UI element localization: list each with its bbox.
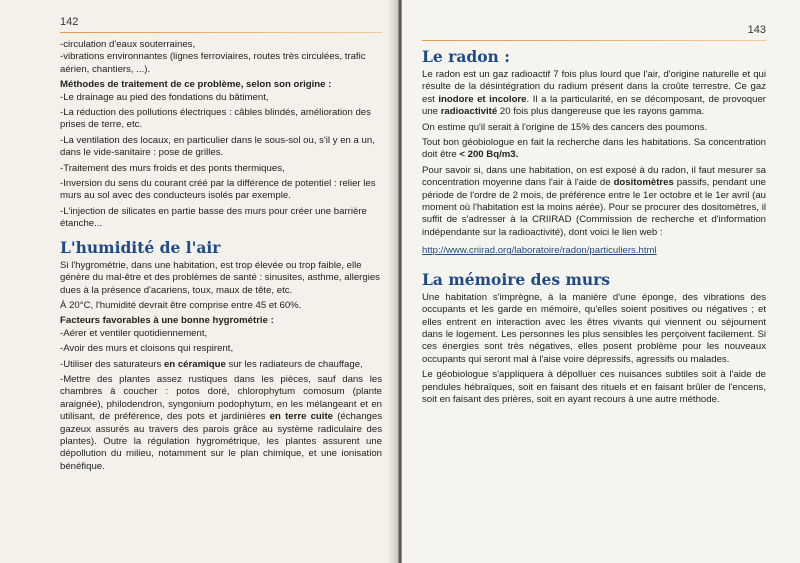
factor-item: -Aérer et ventiler quotidiennement,	[60, 327, 208, 339]
method-item: -Inversion du sens du courant créé par la différence de potentiel : relier les murs au sol avec des conducteurs isolés par exemple.	[60, 178, 376, 202]
humidity-norm: À 20°C, l'humidité devrait être comprise entre 45 et 60%.	[60, 299, 302, 311]
memory-paragraph: Le géobiologue s'appliquera à dépolluer ces nuisances subtiles soit à l'aide de pendules hébraïques, soit en faisant des rituels et en faisant brûler de l'encens, soit en faisant des prières, soit en ayant recours à une autre méthode.	[422, 369, 766, 405]
humidity-intro: Si l'hygrométrie, dans une habitation, est trop élevée ou trop faible, elle génère du mal-être et des problèmes de santé : sinusites, asthme, allergies dues à la présence d'acariens, toux, maux de tête, etc.	[60, 259, 380, 296]
factor-item: -Utiliser des saturateurs en céramique sur les radiateurs de chauffage,	[60, 358, 363, 370]
page-number: 143	[747, 24, 766, 36]
factors-heading: Facteurs favorables à une bonne hygrométrie :	[60, 315, 274, 327]
methods-heading: Méthodes de traitement de ce problème, selon son origine :	[60, 79, 332, 91]
left-page	[0, 0, 398, 563]
radon-paragraph: On estime qu'il serait à l'origine de 15% des cancers des poumons.	[422, 121, 708, 133]
right-page	[402, 0, 800, 563]
text-line: -vibrations environnantes (lignes ferroviaires, routes très circulées, trafic aérien, chantiers, ...).	[60, 51, 366, 75]
method-item: -Le drainage au pied des fondations du bâtiment,	[60, 91, 269, 103]
radon-title: Le radon :	[422, 47, 510, 66]
memory-title: La mémoire des murs	[422, 269, 611, 289]
header-rule	[60, 32, 382, 33]
method-item: -L'injection de silicates en partie basse des murs pour créer une barrière étanche...	[60, 205, 367, 230]
method-item: -La ventilation des locaux, en particulier dans le sous-sol ou, s'il y en a un, dans le vide-sanitaire : pose de grilles.	[60, 134, 375, 159]
radon-paragraph: Pour savoir si, dans une habitation, on est exposé à du radon, il faut mesurer sa concentration moyenne dans l'air à l'aide de dositomètres passifs, pendant une période de l'ordre de 2 mois, de préférence entre le 1er octobre et le 1er avril (au moment où l'habitation est la moins aérée). Pour se procurer des dositomètres, il suffit de s'adresser à la CRIIRAD (Commission de recherche et d'information indépendante sur la radioactivité), dont voici le lien web :	[422, 164, 766, 238]
page-number: 142	[60, 16, 79, 28]
factor-item: -Avoir des murs et cloisons qui respirent,	[60, 343, 234, 355]
radon-paragraph: Le radon est un gaz radioactif 7 fois plus lourd que l'air, d'origine naturelle et qui résulte de la désintégration du radium présent dans la croûte terrestre. Ce gaz est inodore et incolore. Il a la particularité, en se décomposant, de provoquer une radioactivité 20 fois plus dangereuse que les rayons gamma.	[422, 69, 766, 118]
method-item: -Traitement des murs froids et des ponts thermiques,	[60, 162, 285, 174]
radon-paragraph: Tout bon géobiologue en fait la recherche dans les habitations. Sa concentration doit être < 200 Bq/m3.	[422, 137, 766, 161]
factor-item: -Mettre des plantes assez rustiques dans les pièces, sauf dans les chambres à coucher : potos doré, chlorophytum comosum (plante araignée), philodendron, syngonium podophytum, en les mélangeant et en utilisant, de préférence, des pots et jardinières en terre cuite (échanges gazeux assurés au travers des parois grâce au système radiculaire des plantes). Outre la régulation hygrométrique, les plantes assurent une dépollution du milieu, notamment sur le plan chimique, et une ionisation bénéfique.	[60, 373, 383, 472]
humidity-title: L'humidité de l'air	[60, 237, 221, 257]
text-line: -circulation d'eaux souterraines,	[60, 39, 196, 50]
criirad-link[interactable]: http://www.criirad.org/laboratoire/radon/particuliers.html	[422, 245, 657, 257]
header-rule	[422, 40, 766, 41]
method-item: -La réduction des pollutions électriques : câbles blindés, amélioration des prises de terre, etc.	[60, 107, 371, 131]
memory-paragraph: Une habitation s'imprègne, à la manière d'une éponge, des vibrations des occupants et les garde en mémoire, qu'elles soient positives ou négatives ; et elles entrent en interaction avec les êtres vivants qui viennent ou séjournent dans le logement. Les personnes les plus sensibles les perçoivent facilement. Si ces énergies sont très négatives, elles posent problème pour les nouveaux occupants qui seront mal à l'aise voire dépressifs, agressifs ou malades.	[422, 291, 766, 365]
